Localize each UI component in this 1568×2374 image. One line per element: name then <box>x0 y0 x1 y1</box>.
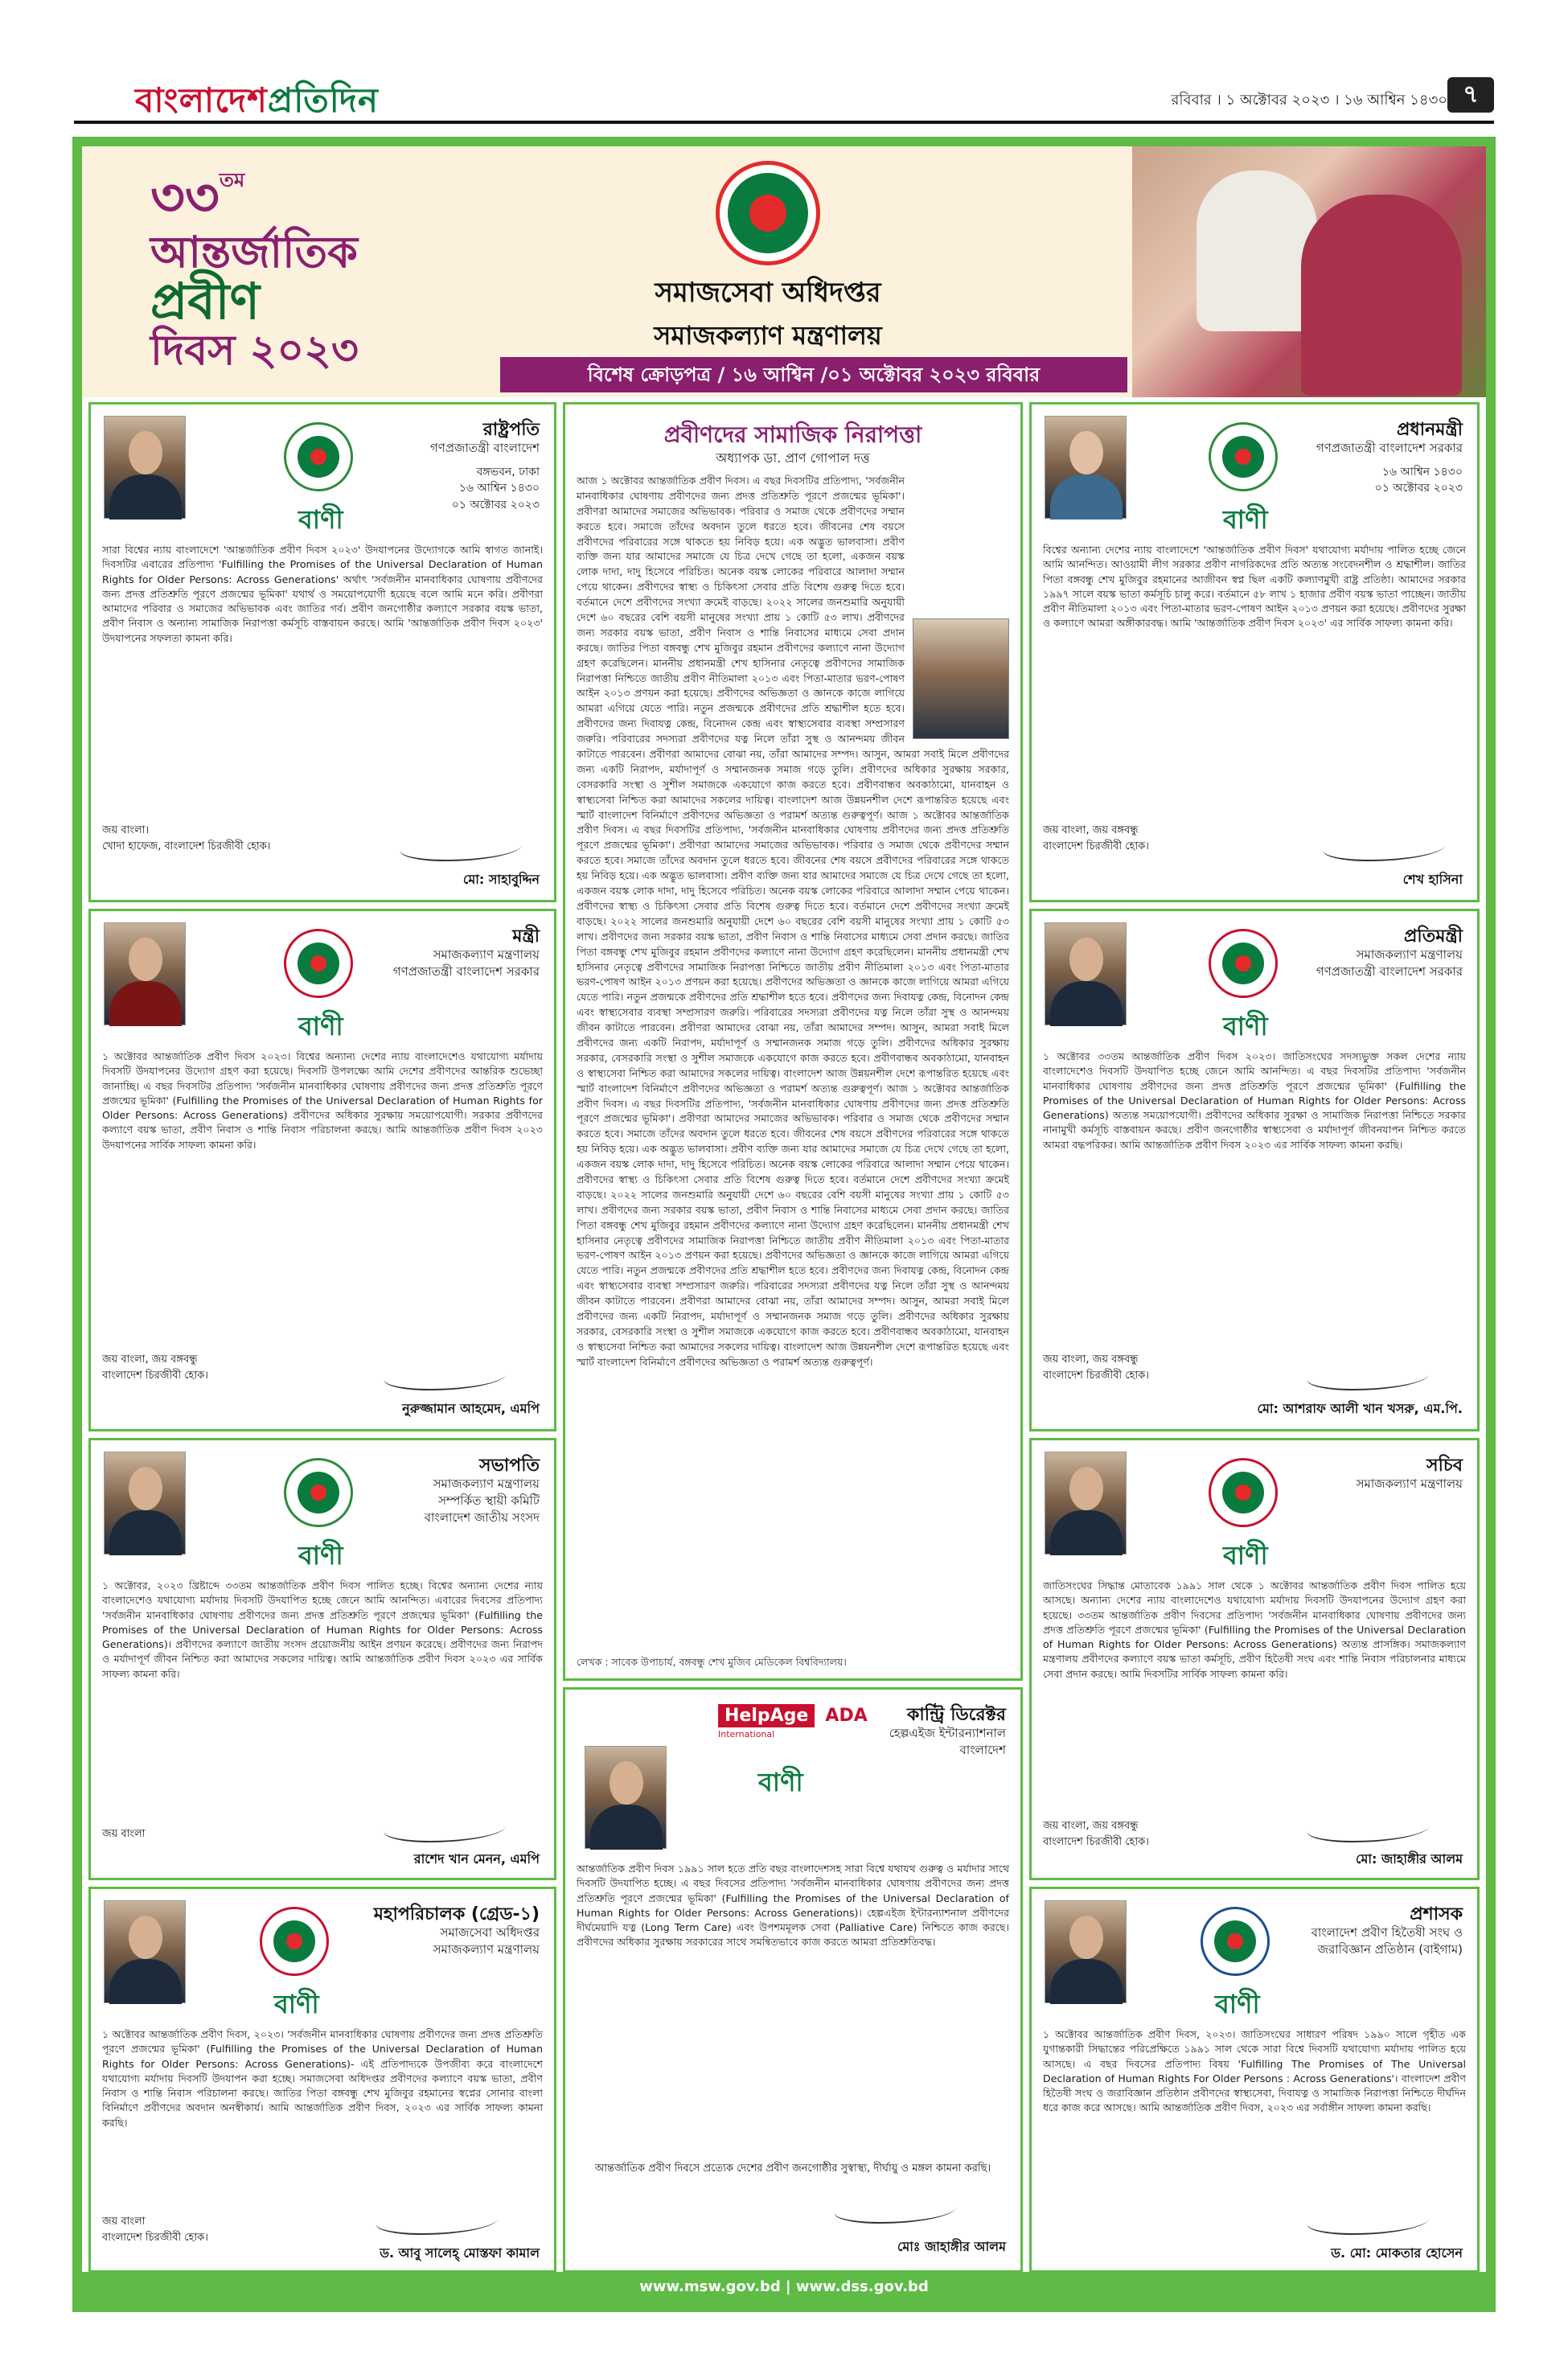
president-signature <box>396 834 526 861</box>
ministry-title: সমাজকল্যাণ মন্ত্রণালয় <box>654 320 882 351</box>
article-body: আজ ১ অক্টোবর আন্তর্জাতিক প্রবীণ দিবস। এ বছর দিবসটির প্রতিপাদ্য, 'সর্বজনীন মানবাধিকার ঘোষণায় প্রবীণদের জন্য প্রদত্ত প্রতিশ্রুতি পূরণে প্রজন্মের ভূমিকা'। প্রবীণরা আমাদের সমাজের অভিভাবক। পরিবার ও সমাজ থেকে প্রবীণদের সম্মান করতে হবে। সমাজে তাঁদের অবদান তুলে ধরতে হবে। জীবনের শেষ বয়সে প্রবীণদের পরিবারের সঙ্গে থাকতে হয় নিবিড় হয়ে। এক অদ্ভুত ভালবাসা। প্রবীণ ব্যক্তি জন্য যার আমাদের সমাজে যে চিত্র দেখে গেছে তা হলো, একজন বয়স্ক লোক দাদা, দাদু হিসেবে পরিচিত। অনেক বয়স্ক লোকের পরিবারে আলাদা সম্মান পেয়ে থাকেন। প্রবীণদের স্বাস্থ্য ও চিকিৎসা সেবার প্রতি বিশেষ গুরুত্ব দিতে হবে। বর্তমানে দেশে প্রবীণদের সংখ্যা ক্রমেই বাড়ছে। ২০২২ সালের জনশুমারি অনুযায়ী দেশে ৬০ বছরের বেশি বয়সী মানুষের সংখ্যা প্রায় ১ কোটি ৫৩ লাখ। প্রবীণদের জন্য সরকার বয়স্ক ভাতা, প্রবীণ নিবাস ও শান্তি নিবাসের মাধ্যমে সেবা প্রদান করছে। জাতির পিতা বঙ্গবন্ধু শেখ মুজিবুর রহমান প্রবীণদের কল্যাণে নানা উদ্যোগ গ্রহণ করেছিলেন। মাননীয় প্রধানমন্ত্রী শেখ হাসিনার নেতৃত্বে প্রবীণদের সামাজিক নিরাপত্তা নিশ্চিতে জাতীয় প্রবীণ নীতিমালা ২০১৩ এবং পিতা-মাতার ভরণ-পোষণ আইন ২০১৩ প্রণয়ন করা হয়েছে। প্রবীণদের অভিজ্ঞতা ও জ্ঞানকে কাজে লাগিয়ে আমরা এগিয়ে যেতে পারি। নতুন প্রজন্মকে প্রবীণদের প্রতি শ্রদ্ধাশীল হতে হবে। প্রবীণদের জন্য দিবাযত্ন কেন্দ্র, বিনোদন কেন্দ্র এবং স্বাস্থ্যসেবার ব্যবস্থা সম্প্রসারণ জরুরি। পরিবারের সদস্যরা প্রবীণদের যত্ন নিলে তাঁরা সুস্থ ও আনন্দময় জীবন কাটাতে পারবেন। প্রবীণরা আমাদের বোঝা নয়, তাঁরা আমাদের সম্পদ। আসুন, আমরা সবাই মিলে প্রবীণদের জন্য একটি নিরাপদ, মর্যাদাপূর্ণ ও সম্মানজনক সমাজ গড়ে তুলি। প্রবীণদের অধিকার সুরক্ষায় সরকার, বেসরকারি সংস্থা ও সুশীল সমাজকে একযোগে কাজ করতে হবে। প্রবীণবান্ধব অবকাঠামো, যানবাহন ও স্বাস্থ্যসেবা নিশ্চিত করা আমাদের সকলের দায়িত্ব। বাংলাদেশ আজ উন্নয়নশীল দেশে রূপান্তরিত হয়েছে এবং স্মার্ট বাংলাদেশ বিনির্মাণে প্রবীণদের অভিজ্ঞতা ও পরামর্শ অত্যন্ত গুরুত্বপূর্ণ। আজ ১ অক্টোবর আন্তর্জাতিক প্রবীণ দিবস। এ বছর দিবসটির প্রতিপাদ্য, 'সর্বজনীন মানবাধিকার ঘোষণায় প্রবীণদের জন্য প্রদত্ত প্রতিশ্রুতি পূরণে প্রজন্মের ভূমিকা'। প্রবীণরা আমাদের সমাজের অভিভাবক। পরিবার ও সমাজ থেকে প্রবীণদের সম্মান করতে হবে। সমাজে তাঁদের অবদান তুলে ধরতে হবে। জীবনের শেষ বয়সে প্রবীণদের পরিবারের সঙ্গে থাকতে হয় নিবিড় হয়ে। এক অদ্ভুত ভালবাসা। প্রবীণ ব্যক্তি জন্য যার আমাদের সমাজে যে চিত্র দেখে গেছে তা হলো, একজন বয়স্ক লোক দাদা, দাদু হিসেবে পরিচিত। অনেক বয়স্ক লোকের পরিবারে আলাদা সম্মান পেয়ে থাকেন। প্রবীণদের স্বাস্থ্য ও চিকিৎসা সেবার প্রতি বিশেষ গুরুত্ব দিতে হবে। বর্তমানে দেশে প্রবীণদের সংখ্যা ক্রমেই বাড়ছে। ২০২২ সালের জনশুমারি অনুযায়ী দেশে ৬০ বছরের বেশি বয়সী মানুষের সংখ্যা প্রায় ১ কোটি ৫৩ লাখ। প্রবীণদের জন্য সরকার বয়স্ক ভাতা, প্রবীণ নিবাস ও শান্তি নিবাসের মাধ্যমে সেবা প্রদান করছে। জাতির পিতা বঙ্গবন্ধু শেখ মুজিবুর রহমান প্রবীণদের কল্যাণে নানা উদ্যোগ গ্রহণ করেছিলেন। মাননীয় প্রধানমন্ত্রী শেখ হাসিনার নেতৃত্বে প্রবীণদের সামাজিক নিরাপত্তা নিশ্চিতে জাতীয় প্রবীণ নীতিমালা ২০১৩ এবং পিতা-মাতার ভরণ-পোষণ আইন ২০১৩ প্রণয়ন করা হয়েছে। প্রবীণদের অভিজ্ঞতা ও জ্ঞানকে কাজে লাগিয়ে আমরা এগিয়ে যেতে পারি। নতুন প্রজন্মকে প্রবীণদের প্রতি শ্রদ্ধাশীল হতে হবে। প্রবীণদের জন্য দিবাযত্ন কেন্দ্র, বিনোদন কেন্দ্র এবং স্বাস্থ্যসেবার ব্যবস্থা সম্প্রসারণ জরুরি। পরিবারের সদস্যরা প্রবীণদের যত্ন নিলে তাঁরা সুস্থ ও আনন্দময় জীবন কাটাতে পারবেন। প্রবীণরা আমাদের বোঝা নয়, তাঁরা আমাদের সম্পদ। আসুন, আমরা সবাই মিলে প্রবীণদের জন্য একটি নিরাপদ, মর্যাদাপূর্ণ ও সম্মানজনক সমাজ গড়ে তুলি। প্রবীণদের অধিকার সুরক্ষায় সরকার, বেসরকারি সংস্থা ও সুশীল সমাজকে একযোগে কাজ করতে হবে। প্রবীণবান্ধব অবকাঠামো, যানবাহন ও স্বাস্থ্যসেবা নিশ্চিত করা আমাদের সকলের দায়িত্ব। বাংলাদেশ আজ উন্নয়নশীল দেশে রূপান্তরিত হয়েছে এবং স্মার্ট বাংলাদেশ বিনির্মাণে প্রবীণদের অভিজ্ঞতা ও পরামর্শ অত্যন্ত গুরুত্বপূর্ণ। আজ ১ অক্টোবর আন্তর্জাতিক প্রবীণ দিবস। এ বছর দিবসটির প্রতিপাদ্য, 'সর্বজনীন মানবাধিকার ঘোষণায় প্রবীণদের জন্য প্রদত্ত প্রতিশ্রুতি পূরণে প্রজন্মের ভূমিকা'। প্রবীণরা আমাদের সমাজের অভিভাবক। পরিবার ও সমাজ থেকে প্রবীণদের সম্মান করতে হবে। সমাজে তাঁদের অবদান তুলে ধরতে হবে। জীবনের শেষ বয়সে প্রবীণদের পরিবারের সঙ্গে থাকতে হয় নিবিড় হয়ে। এক অদ্ভুত ভালবাসা। প্রবীণ ব্যক্তি জন্য যার আমাদের সমাজে যে চিত্র দেখে গেছে তা হলো, একজন বয়স্ক লোক দাদা, দাদু হিসেবে পরিচিত। অনেক বয়স্ক লোকের পরিবারে আলাদা সম্মান পেয়ে থাকেন। প্রবীণদের স্বাস্থ্য ও চিকিৎসা সেবার প্রতি বিশেষ গুরুত্ব দিতে হবে। বর্তমানে দেশে প্রবীণদের সংখ্যা ক্রমেই বাড়ছে। ২০২২ সালের জনশুমারি অনুযায়ী দেশে ৬০ বছরের বেশি বয়সী মানুষের সংখ্যা প্রায় ১ কোটি ৫৩ লাখ। প্রবীণদের জন্য সরকার বয়স্ক ভাতা, প্রবীণ নিবাস ও শান্তি নিবাসের মাধ্যমে সেবা প্রদান করছে। জাতির পিতা বঙ্গবন্ধু শেখ মুজিবুর রহমান প্রবীণদের কল্যাণে নানা উদ্যোগ গ্রহণ করেছিলেন। মাননীয় প্রধানমন্ত্রী শেখ হাসিনার নেতৃত্বে প্রবীণদের সামাজিক নিরাপত্তা নিশ্চিতে জাতীয় প্রবীণ নীতিমালা ২০১৩ এবং পিতা-মাতার ভরণ-পোষণ আইন ২০১৩ প্রণয়ন করা হয়েছে। প্রবীণদের অভিজ্ঞতা ও জ্ঞানকে কাজে লাগিয়ে আমরা এগিয়ে যেতে পারি। নতুন প্রজন্মকে প্রবীণদের প্রতি শ্রদ্ধাশীল হতে হবে। প্রবীণদের জন্য দিবাযত্ন কেন্দ্র, বিনোদন কেন্দ্র এবং স্বাস্থ্যসেবার ব্যবস্থা সম্প্রসারণ জরুরি। পরিবারের সদস্যরা প্রবীণদের যত্ন নিলে তাঁরা সুস্থ ও আনন্দময় জীবন কাটাতে পারবেন। প্রবীণরা আমাদের বোঝা নয়, তাঁরা আমাদের সম্পদ। আসুন, আমরা সবাই মিলে প্রবীণদের জন্য একটি নিরাপদ, মর্যাদাপূর্ণ ও সম্মানজনক সমাজ গড়ে তুলি। প্রবীণদের অধিকার সুরক্ষায় সরকার, বেসরকারি সংস্থা ও সুশীল সমাজকে একযোগে কাজ করতে হবে। প্রবীণবান্ধব অবকাঠামো, যানবাহন ও স্বাস্থ্যসেবা নিশ্চিত করা আমাদের সকলের দায়িত্ব। বাংলাদেশ আজ উন্নয়নশীল দেশে রূপান্তরিত হয়েছে এবং স্মার্ট বাংলাদেশ বিনির্মাণে প্রবীণদের অভিজ্ঞতা ও পরামর্শ অত্যন্ত গুরুত্বপূর্ণ। <box>577 474 1009 1368</box>
logo-red-text: বাংলাদেশ <box>135 80 268 120</box>
country-director-message-body: আন্তর্জাতিক প্রবীণ দিবস ১৯৯১ সাল হতে প্রতি বছর বাংলাদেশসহ সারা বিশ্বে যথাযথ গুরুত্ব ও মর্যাদার সাথে দিবসটি উদযাপিত হচ্ছে। এ বছর দিবসের প্রতিপাদ্য 'সর্বজনীন মানবাধিকার ঘোষণায় প্রবীণদের জন্য প্রদত্ত প্রতিশ্রুতি পূরণে প্রজন্মের ভূমিকা' (Fulfilling the Promises of the Universal Declaration of Human Rights for Older Persons: Across Generations)। হেল্পএইজ ইন্টারন্যাশনাল প্রবীণদের দীর্ঘমেয়াদি যত্ন (Long Term Care) এবং উপশমমূলক সেবা (Palliative Care) নিশ্চিতে কাজ করছে। প্রবীণদের অধিকার সুরক্ষায় সরকারের সাথে সমন্বিতভাবে কাজ করতে আমরা প্রতিশ্রুতিবদ্ধ। <box>577 1863 1009 1949</box>
pm-role: প্রধানমন্ত্রী <box>1396 420 1463 440</box>
country-director-closing: আন্তর্জাতিক প্রবীণ দিবসে প্রত্যেক দেশের প্রবীণ জনগোষ্ঠীর সুস্বাস্থ্য, দীর্ঘায়ু ও মঙ্গল কামনা করছি। <box>594 2162 991 2175</box>
minister-message <box>88 909 556 1431</box>
pm-dates: ১৬ আশ্বিন ১৪৩০ ০১ অক্টোবর ২০২৩ <box>1374 466 1463 495</box>
helpage-logo: HelpAge ADA International <box>718 1706 868 1739</box>
country-director-portrait <box>585 1746 667 1849</box>
chairman-closing: জয় বাংলা <box>102 1828 146 1840</box>
secretary-portrait <box>1045 1452 1127 1555</box>
article-author: অধ্যাপক ডা. প্রাণ গোপাল দত্ত <box>716 450 870 466</box>
secretary-signer: মো: জাহাঙ্গীর আলম <box>1355 1851 1463 1867</box>
minister-portrait <box>104 922 186 1025</box>
dg-org: সমাজসেবা অধিদপ্তর সমাজকল্যাণ মন্ত্রণালয় <box>433 1925 540 1957</box>
bani-heading: বাণী <box>274 1989 319 2019</box>
state-minister-portrait <box>1045 922 1127 1025</box>
dg-closing: জয় বাংলা বাংলাদেশ চিরজীবী হোক। <box>102 2216 208 2244</box>
administrator-message <box>1029 1887 1480 2273</box>
minister-role: মন্ত্রী <box>512 926 540 947</box>
secretary-signature <box>1303 1815 1433 1842</box>
state-minister-role: প্রতিমন্ত্রী <box>1403 926 1463 947</box>
president-role: রাষ্ট্রপতি <box>482 420 540 440</box>
country-director-message <box>563 1687 1023 2273</box>
article-footnote: লেখক : সাবেক উপাচার্য, বঙ্গবন্ধু শেখ মুজিব মেডিকেল বিশ্ববিদ্যালয়। <box>577 1656 847 1668</box>
country-director-signer: মোঃ জাহাঙ্গীর আলম <box>897 2239 1006 2254</box>
president-message-body: সারা বিশ্বের ন্যায় বাংলাদেশে 'আন্তর্জাতিক প্রবীণ দিবস ২০২৩' উদযাপনের উদ্যোগকে আমি স্বাগত জানাই। দিবসটির এবারের প্রতিপাদ্য 'Fulfilling the Promises of the Universal Declaration of Human Rights for Older Persons: Across Generations' অর্থাৎ 'সর্বজনীন মানবাধিকার ঘোষণায় প্রবীণদের জন্য প্রদত্ত প্রতিশ্রুতি পূরণে প্রজন্মের ভূমিকা' যথার্থ ও সময়োপযোগী হয়েছে বলে আমি মনে করি। প্রবীণরা আমাদের পরিবার ও সমাজের অভিভাবক এবং জাতির গর্ব। প্রবীণ জনগোষ্ঠীর কল্যাণে সরকার বয়স্ক ভাতা, প্রবীণ নিবাস ও অন্যান্য সামাজিক নিরাপত্তা কর্মসূচি বাস্তবায়ন করছে। আমি 'আন্তর্জাতিক প্রবীণ দিবস ২০২৩' উদযাপনের সফলতা কামনা করি। <box>102 544 543 644</box>
government-emblem-icon <box>716 161 820 265</box>
chairman-role: সভাপতি <box>478 1456 540 1476</box>
minister-closing: জয় বাংলা, জয় বঙ্গবন্ধু বাংলাদেশ চিরজীবী হোক। <box>102 1353 208 1382</box>
president-closing: জয় বাংলা। খোদা হাফেজ, বাংলাদেশ চিরজীবী হোক। <box>102 824 271 852</box>
country-director-role: কান্ট্রি ডিরেক্টর <box>906 1705 1006 1725</box>
supplement-frame <box>72 137 1496 2312</box>
dg-signature <box>372 2208 502 2235</box>
page-number: ৭ <box>1447 77 1494 113</box>
country-director-signature <box>831 2196 960 2224</box>
bani-heading: বাণী <box>298 1540 343 1571</box>
supplement-date-bar: বিশেষ ক্রোড়পত্র / ১৬ আশ্বিন /০১ অক্টোবর ২০২৩ রবিবার <box>500 357 1127 392</box>
administrator-message-body: ১ অক্টোবর আন্তর্জাতিক প্রবীণ দিবস, ২০২৩। জাতিসংঘের সাধারণ পরিষদ ১৯৯০ সালে গৃহীত এক যুগান্তকারী সিদ্ধান্তের পরিপ্রেক্ষিতে ১৯৯১ সাল থেকে সারা বিশ্বে দিবসটি যথাযোগ্য মর্যাদায় পালিত হয়ে আসছে। এ বছর দিবসের প্রতিপাদ্য বিষয় 'Fulfilling The Promises of The Universal Declaration of Human Rights For Older Persons : Across Generations'। বাংলাদেশ প্রবীণ হিতৈষী সংঘ ও জরাবিজ্ঞান প্রতিষ্ঠান প্রবীণদের স্বাস্থ্যসেবা, দিবাযত্ন ও সামাজিক নিরাপত্তা নিশ্চিতে দীর্ঘদিন ধরে কাজ করে আসছে। আমি আন্তর্জাতিক প্রবীণ দিবস, ২০২৩ এর সর্বাঙ্গীন সাফল্য কামনা করছি। <box>1043 2028 1466 2114</box>
pm-seal-icon <box>1209 422 1278 491</box>
country-director-org: হেল্পএইজ ইন্টারন্যাশনাল বাংলাদেশ <box>889 1726 1006 1757</box>
state-minister-message <box>1029 909 1480 1431</box>
pm-portrait <box>1045 416 1127 519</box>
dg-message <box>88 1887 556 2273</box>
state-minister-seal-icon <box>1209 929 1278 998</box>
bani-heading: বাণী <box>1215 1989 1260 2019</box>
chairman-message <box>88 1438 556 1880</box>
day-title-line-3: প্রবীণ <box>150 272 261 331</box>
secretary-message-body: জাতিসংঘের সিদ্ধান্ত মোতাবেক ১৯৯১ সাল থেকে ১ অক্টোবর আন্তর্জাতিক প্রবীণ দিবস পালিত হয়ে আসছে। অন্যান্য দেশের ন্যায় বাংলাদেশেও যথাযোগ্য মর্যাদায় দিবসটি উদযাপনের উদ্যোগ গ্রহণ করা হয়েছে। ৩৩তম আন্তর্জাতিক প্রবীণ দিবসের প্রতিপাদ্য 'সর্বজনীন মানবাধিকার ঘোষণায় প্রবীণদের জন্য প্রদত্ত প্রতিশ্রুতি পূরণে প্রজন্মের ভূমিকা' (Fulfilling the Promises of the Universal Declaration of Human Rights for Older Persons: Across Generations) অত্যন্ত প্রাসঙ্গিক। সমাজকল্যাণ মন্ত্রণালয় প্রবীণদের কল্যাণে বয়স্ক ভাতা কর্মসূচি, প্রবীণ হিতৈষী সংঘ এবং শান্তি নিবাস পরিচালনার মাধ্যমে সেবা প্রদান করছে। আমি দিবসটির সার্বিক সাফল্য কামনা করি। <box>1043 1579 1466 1680</box>
dg-role: মহাপরিচালক (গ্রেড-১) <box>373 1904 540 1924</box>
pm-signer: শেখ হাসিনা <box>1402 872 1463 887</box>
day-ordinal: $৩৩^{তম}$ <box>150 166 245 228</box>
state-minister-org: সমাজকল্যাণ মন্ত্রণালয় গণপ্রজাতন্ত্রী বাংলাদেশ সরকার <box>1316 947 1463 979</box>
day-title-block <box>150 166 416 388</box>
article-title: প্রবীণদের সামাজিক নিরাপত্তা <box>663 421 922 448</box>
state-minister-signature <box>1303 1363 1433 1390</box>
department-title: সমাজসেবা অধিদপ্তর <box>655 277 881 309</box>
president-seal-icon <box>284 422 353 491</box>
chairman-org: সমাজকল্যাণ মন্ত্রণালয় সম্পর্কিত স্থায়ী কমিটি বাংলাদেশ জাতীয় সংসদ <box>424 1477 540 1525</box>
bani-heading: বাণী <box>1223 1011 1268 1041</box>
pm-org: গণপ্রজাতন্ত্রী বাংলাদেশ সরকার <box>1316 441 1463 455</box>
president-dates: বঙ্গভবন, ঢাকা ১৬ আশ্বিন ১৪৩০ ০১ অক্টোবর ২০২৩ <box>451 466 540 511</box>
supplement-banner <box>82 146 1486 397</box>
chairman-message-body: ১ অক্টোবর, ২০২৩ খ্রিষ্টাব্দে ৩৩তম আন্তর্জাতিক প্রবীণ দিবস পালিত হচ্ছে। বিশ্বের অন্যান্য দেশের ন্যায় বাংলাদেশেও যথাযোগ্য মর্যাদায় দিবসটি উদযাপিত হচ্ছে জেনে আমি আনন্দিত। এবারের দিবসের প্রতিপাদ্য 'সর্বজনীন মানবাধিকার ঘোষণায় প্রবীণদের জন্য প্রদত্ত প্রতিশ্রুতি পূরণে প্রজন্মের ভূমিকা' (Fulfilling the Promises of the Universal Declaration of Human Rights for Older Persons: Across Generations)। প্রবীণদের কল্যাণে জাতীয় সংসদ প্রয়োজনীয় আইন প্রণয়ন করেছে। প্রবীণদের জন্য নিরাপদ ও মর্যাদাপূর্ণ জীবন নিশ্চিত করা আমাদের সকলের দায়িত্ব। আমি আন্তর্জাতিক প্রবীণ দিবস ২০২৩ এর সার্বিক সাফল্য কামনা করি। <box>102 1579 543 1680</box>
secretary-closing: জয় বাংলা, জয় বঙ্গবন্ধু বাংলাদেশ চিরজীবী হোক। <box>1043 1820 1149 1848</box>
administrator-signer: ড. মো: মোকতার হোসেন <box>1331 2245 1463 2261</box>
minister-seal-icon <box>284 929 353 998</box>
state-minister-message-body: ১ অক্টোবর ৩৩তম আন্তর্জাতিক প্রবীণ দিবস ২০২৩। জাতিসংঘের সদস্যভুক্ত সকল দেশের ন্যায় বাংলাদেশেও দিবসটি উদযাপিত হচ্ছে জেনে আমি আনন্দিত। এ বছর দিবসটির প্রতিপাদ্য 'সর্বজনীন মানবাধিকার ঘোষণায় প্রবীণদের জন্য প্রদত্ত প্রতিশ্রুতি পূরণে প্রজন্মের ভূমিকা' (Fulfilling the Promises of the Universal Declaration of Human Rights for Older Persons: Across Generations) অত্যন্ত সময়োপযোগী। প্রবীণদের অধিকার সুরক্ষা ও সামাজিক নিরাপত্তা নিশ্চিতে সরকার নানামুখী কর্মসূচি বাস্তবায়ন করছে। প্রবীণ জনগোষ্ঠীর স্বাস্থ্যসেবা ও মর্যাদাপূর্ণ জীবনযাপন নিশ্চিত করতে আমরা বদ্ধপরিকর। আমি আন্তর্জাতিক প্রবীণ দিবস ২০২৩ এর সার্বিক সাফল্য কামনা করছি। <box>1043 1050 1466 1151</box>
banner-photo <box>1132 146 1486 397</box>
parliament-seal-icon <box>284 1458 353 1527</box>
pm-message <box>1029 402 1480 902</box>
administrator-signature <box>1303 2208 1433 2235</box>
chairman-portrait <box>104 1452 186 1555</box>
bani-heading: বাণী <box>1223 504 1268 535</box>
baigam-seal-icon <box>1201 1907 1270 1976</box>
chairman-signature <box>380 1815 510 1842</box>
dg-signer: ড. আবু সালেহ্ মোস্তফা কামাল <box>380 2245 540 2261</box>
administrator-org: বাংলাদেশ প্রবীণ হিতৈষী সংঘ ও জরাবিজ্ঞান প্রতিষ্ঠান (বাইগাম) <box>1311 1925 1463 1957</box>
bani-heading: বাণী <box>1223 1540 1268 1571</box>
secretary-message <box>1029 1438 1480 1880</box>
logo-green-text: প্রতিদিন <box>267 80 379 120</box>
pm-message-body: বিশ্বের অন্যান্য দেশের ন্যায় বাংলাদেশে 'আন্তর্জাতিক প্রবীণ দিবস' যথাযোগ্য মর্যাদায় পালিত হচ্ছে জেনে আমি আনন্দিত। আওয়ামী লীগ সরকার প্রবীণ নাগরিকদের প্রতি অত্যন্ত সংবেদনশীল ও শ্রদ্ধাশীল। জাতির পিতা বঙ্গবন্ধু শেখ মুজিবুর রহমানের আজীবন স্বপ্ন ছিল একটি কল্যাণমুখী রাষ্ট্র প্রতিষ্ঠা। আমাদের সরকার ১৯৯৭ সালে বয়স্ক ভাতা কর্মসূচি চালু করে। বর্তমানে ৫৮ লাখ ১ হাজার প্রবীণ বয়স্ক ভাতা পাচ্ছেন। জাতীয় প্রবীণ নীতিমালা ২০১৩ এবং পিতা-মাতার ভরণ-পোষণ আইন ২০১৩ প্রণয়ন করা হয়েছে। প্রবীণদের সুরক্ষা ও কল্যাণে আমরা অঙ্গীকারবদ্ধ। আমি 'আন্তর্জাতিক প্রবীণ দিবস ২০২৩' এর সার্বিক সাফল্য কামনা করি। <box>1043 544 1466 630</box>
president-message <box>88 402 556 902</box>
dg-seal-icon <box>260 1907 329 1976</box>
state-minister-signer: মো: আশরাফ আলী খান খসরু, এম.পি. <box>1257 1401 1463 1416</box>
dateline: রবিবার । ১ অক্টোবর ২০২৩ । ১৬ আশ্বিন ১৪৩০ <box>1171 92 1447 109</box>
president-signer: মো: সাহাবুদ্দিন <box>462 872 540 887</box>
pm-signature <box>1320 834 1449 861</box>
bani-heading: বাণী <box>298 504 343 535</box>
minister-signature <box>380 1363 510 1390</box>
bani-heading: বাণী <box>758 1767 803 1797</box>
secretary-org: সমাজকল্যাণ মন্ত্রণালয় <box>1356 1477 1463 1491</box>
minister-signer: নুরুজ্জামান আহমেদ, এমপি <box>402 1401 540 1416</box>
masthead-rule <box>74 121 1494 124</box>
minister-message-body: ১ অক্টোবর আন্তর্জাতিক প্রবীণ দিবস ২০২৩। বিশ্বের অন্যান্য দেশের ন্যায় বাংলাদেশেও যথাযোগ্য মর্যাদায় দিবসটি উদযাপনের উদ্যোগ গ্রহণ করা হয়েছে। দিবসটি উপলক্ষ্যে আমি দেশের প্রবীণদের আন্তরিক শুভেচ্ছা জানাচ্ছি। এ বছর দিবসটির প্রতিপাদ্য 'সর্বজনীন মানবাধিকার ঘোষণায় প্রবীণদের জন্য প্রদত্ত প্রতিশ্রুতি পূরণে প্রজন্মের ভূমিকা' (Fulfilling the Promises of the Universal Declaration of Human Rights for Older Persons: Across Generations) প্রবীণদের অধিকার সুরক্ষায় সময়োপযোগী। সরকার প্রবীণদের কল্যাণে বয়স্ক ভাতা, প্রবীণ নিবাস ও শান্তি নিবাস পরিচালনা করছে। আমি আন্তর্জাতিক প্রবীণ দিবস ২০২৩ উদযাপনের সার্বিক সাফল্য কামনা করি। <box>102 1050 543 1151</box>
dg-message-body: ১ অক্টোবর আন্তর্জাতিক প্রবীণ দিবস, ২০২৩। 'সর্বজনীন মানবাধিকার ঘোষণায় প্রবীণদের জন্য প্রদত্ত প্রতিশ্রুতি পূরণে প্রজন্মের ভূমিকা' (Fulfilling the Promises of the Universal Declaration of Human Rights for Older Persons: Across Generations)- এই প্রতিপাদ্যকে উপজীব্য করে বাংলাদেশে যথাযোগ্য মর্যাদায় দিবসটি উদযাপন করা হচ্ছে। সমাজসেবা অধিদপ্তর প্রবীণদের কল্যাণে বয়স্ক ভাতা, প্রবীণ নিবাস ও শান্তি নিবাস পরিচালনা করছে। জাতির পিতা বঙ্গবন্ধু শেখ মুজিবুর রহমানের স্বপ্নের সোনার বাংলা বিনির্মাণে প্রবীণদের অবদান অনস্বীকার্য। আমি আন্তর্জাতিক প্রবীণ দিবস, ২০২৩ এর সার্বিক সাফল্য কামনা করছি। <box>102 2028 543 2129</box>
bani-heading: বাণী <box>298 1011 343 1041</box>
president-org: গণপ্রজাতন্ত্রী বাংলাদেশ <box>429 441 540 455</box>
dg-portrait <box>104 1900 186 2003</box>
feature-article <box>563 402 1023 1681</box>
president-portrait <box>104 416 186 519</box>
author-photo <box>913 618 1009 739</box>
secretary-role: সচিব <box>1426 1456 1463 1476</box>
day-title-line-4: দিবস ২০২৩ <box>150 326 359 375</box>
masthead <box>0 0 1568 129</box>
secretary-seal-icon <box>1209 1458 1278 1527</box>
chairman-signer: রাশেদ খান মেনন, এমপি <box>413 1851 540 1867</box>
administrator-role: প্রশাসক <box>1410 1904 1463 1924</box>
state-minister-closing: জয় বাংলা, জয় বঙ্গবন্ধু বাংলাদেশ চিরজীবী হোক। <box>1043 1353 1149 1382</box>
administrator-portrait <box>1045 1900 1127 2003</box>
pm-closing: জয় বাংলা, জয় বঙ্গবন্ধু বাংলাদেশ চিরজীবী হোক। <box>1043 824 1149 852</box>
day-title-line-2: আন্তর্জাতিক <box>150 226 358 277</box>
footer-website-links[interactable]: www.msw.gov.bd | www.dss.gov.bd <box>82 2272 1486 2302</box>
minister-org: সমাজকল্যাণ মন্ত্রণালয় গণপ্রজাতন্ত্রী বাংলাদেশ সরকার <box>392 947 540 979</box>
